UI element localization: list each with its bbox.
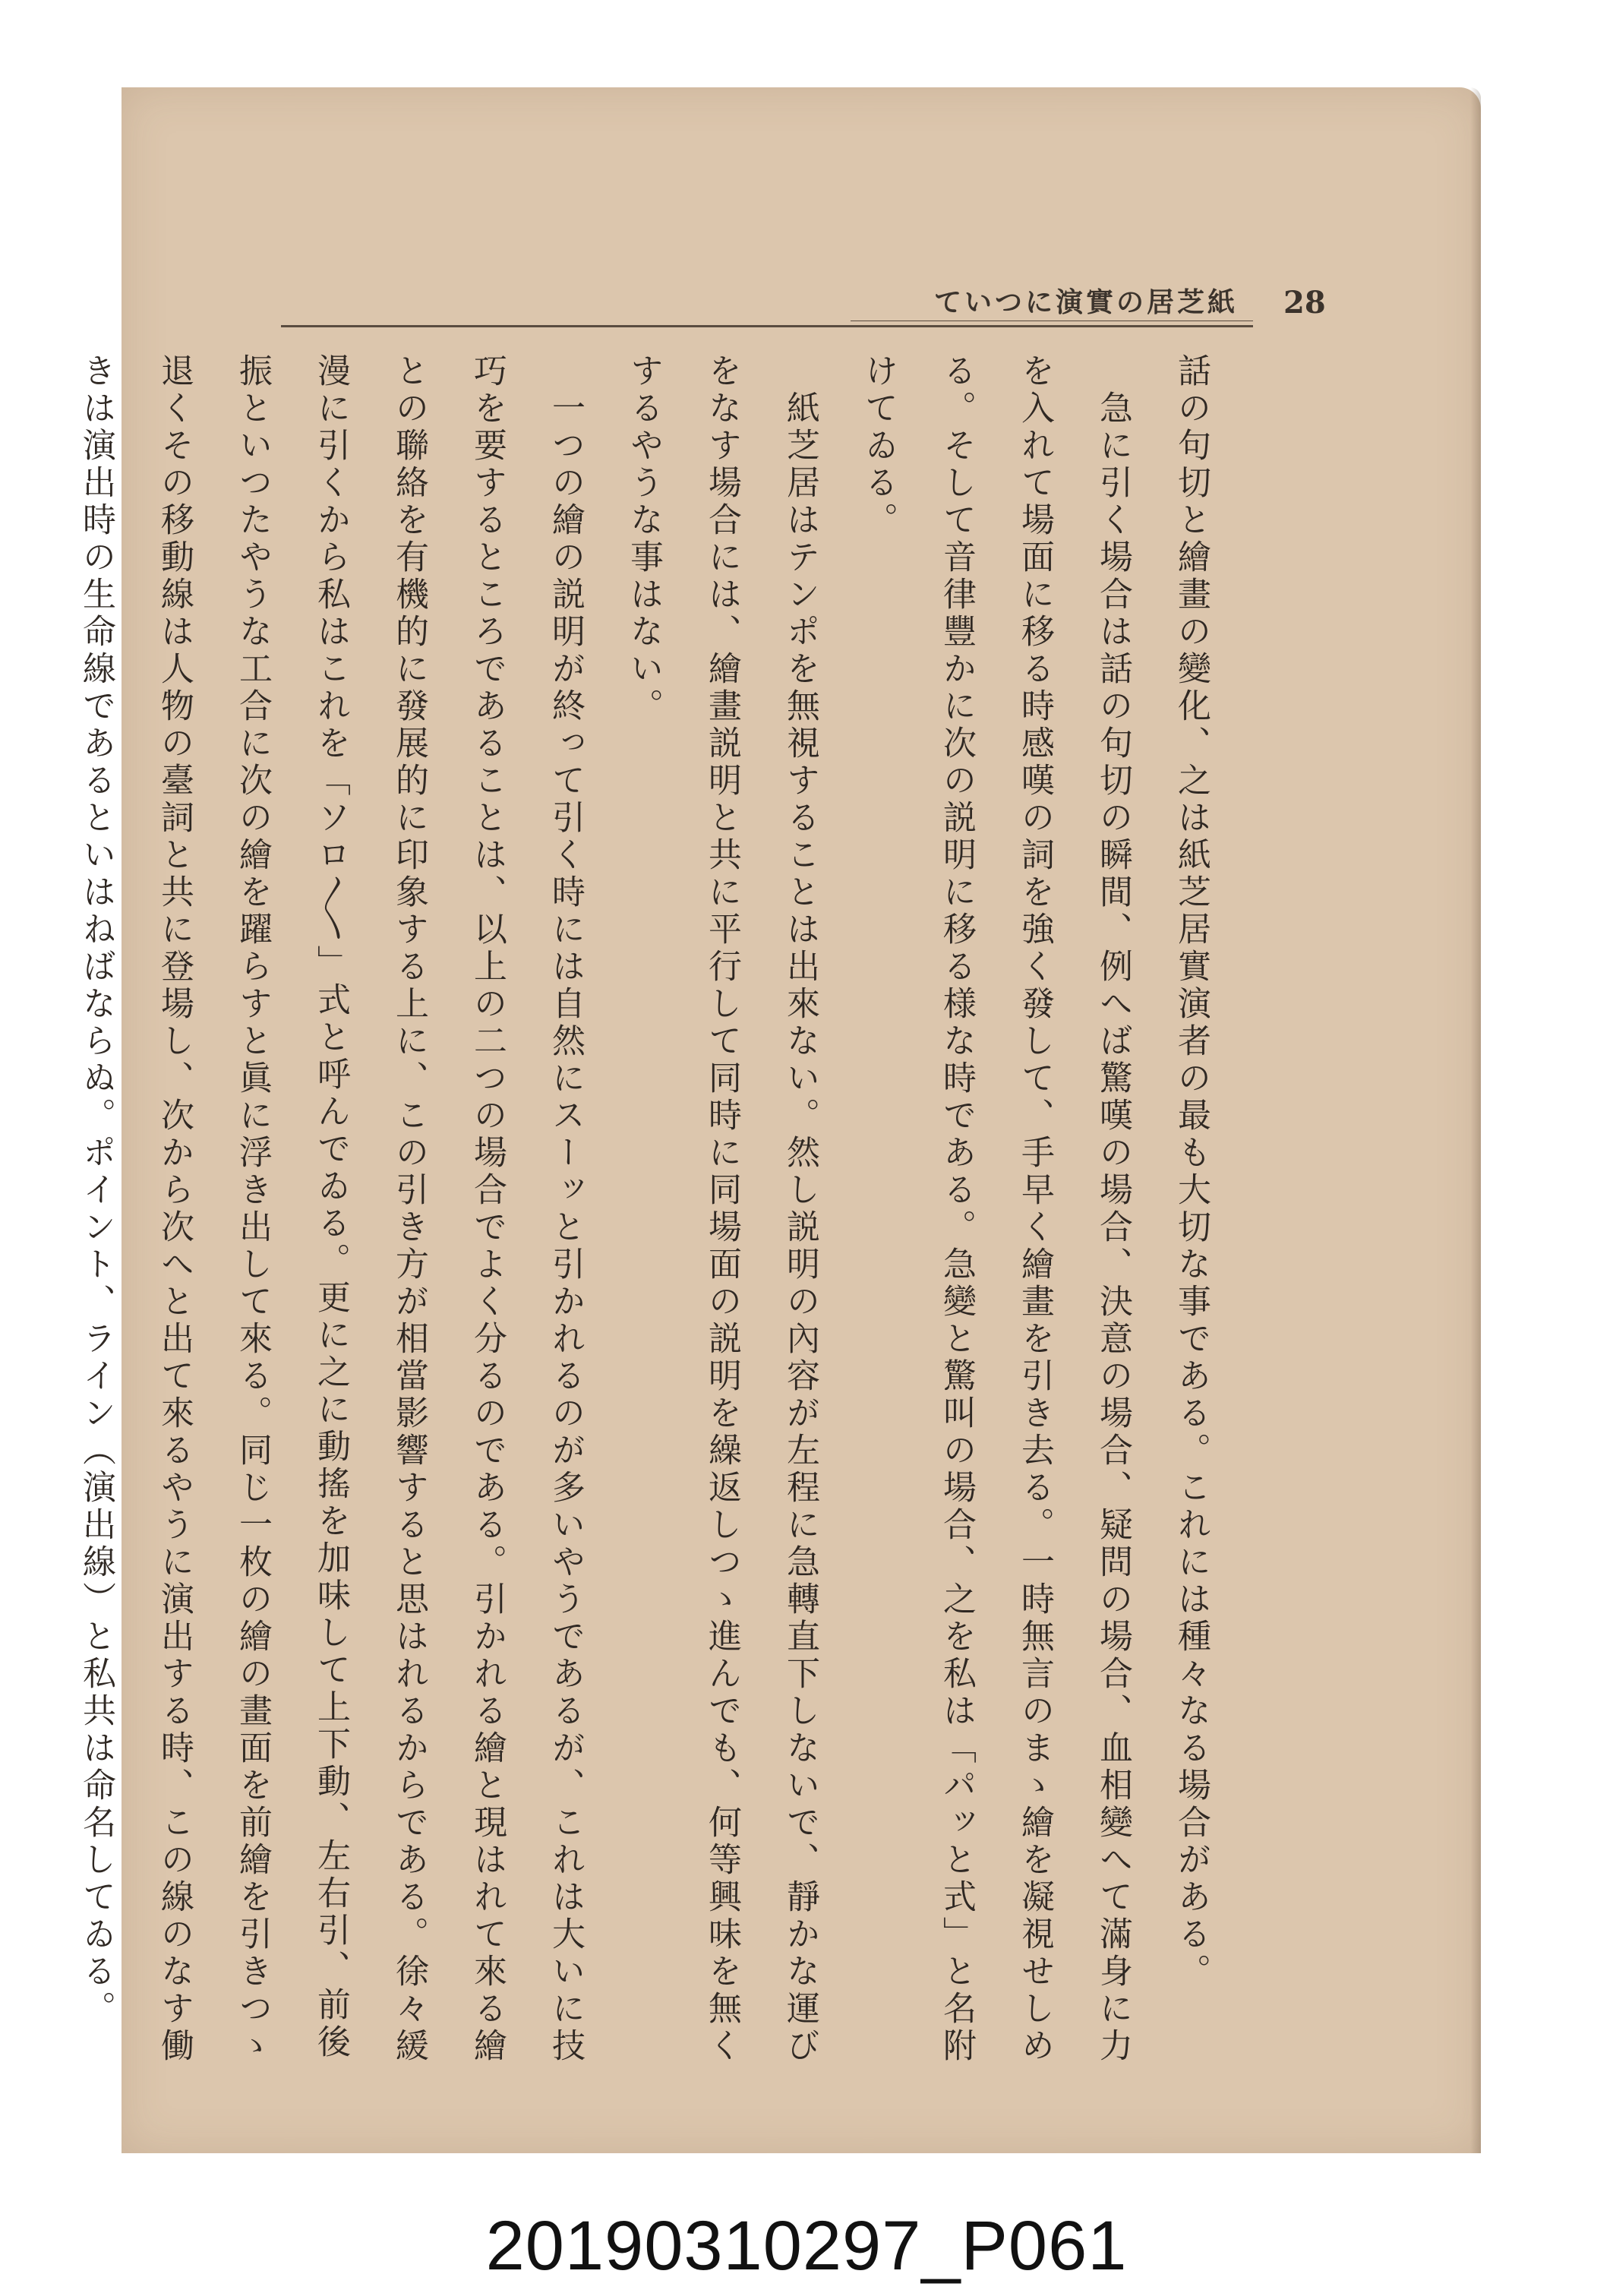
- vertical-body-text: [77, 353, 1230, 2092]
- archive-caption: 20190310297_P061: [485, 2207, 1128, 2285]
- paragraph-3: 紙芝居はテンポを無視することは出來ない。然し説明の內容が左程に急轉直下しないで、靜かな運びをなす場合には、繪畫説明と共に平行して同時に同場面の説明を繰返しつゝ進んでも、何等興味を無くするやうな事はない。: [624, 353, 819, 2065]
- paragraph-1: 話の句切と繪畫の變化、之は紙芝居實演者の最も大切な事である。これには種々なる場合がある。: [1172, 353, 1211, 1991]
- header-rule: [281, 325, 1253, 327]
- paragraph-2: 急に引く場合は話の句切の瞬間、例へば驚嘆の場合、決意の場合、疑問の場合、血相變へて滿身に力を入れて場面に移る時感嘆の詞を強く發して、手早く繪畫を引き去る。一時無言のまゝ繪を凝視せしめる。そして音律豐かに次の説明に移る様な時である。急變と驚叫の場合、之を私は「パッと式」と名附けてゐる。: [859, 353, 1132, 2065]
- paragraph-4: 一つの繪の説明が終って引く時には自然にスーッと引かれるのが多いやうであるが、これは大いに技巧を要するところであることは、以上の二つの場合でよく分るのである。引かれる繪と現はれて來る繪との聯絡を有機的に發展的に印象する上に、この引き方が相當影響すると思はれるからである。徐々緩漫に引くから私はこれを「ソロ〳〵」式と呼んでゐる。更に之に動搖を加味して上下動、左右引、前後振といつたやうな工合に次の繪を躍らすと眞に浮き出して來る。同じ一枚の繪の畫面を前繪を引きつゝ退くその移動線は人物の臺詞と共に登場し、次から次へと出て來るやうに演出する時、この線のなす働きは演出時の生命線であるといはねばならぬ。ポイント、ライン（演出線）と私共は命名してゐる。: [77, 353, 585, 2065]
- page-number: 28: [1283, 285, 1326, 321]
- running-header: 紙芝居の實演について: [933, 286, 1238, 318]
- page-edge-shadow: [1470, 87, 1481, 2153]
